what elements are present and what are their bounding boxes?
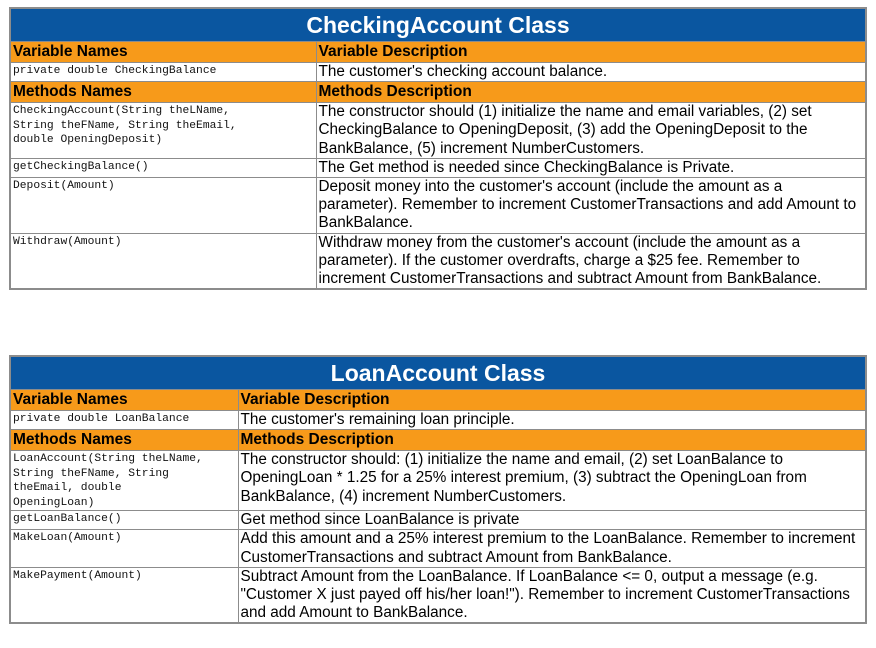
- method-description: Subtract Amount from the LoanBalance. If LoanBalance <= 0, output a message (e.g. "Customer X just payed off his/her loan!"). Remember to increment CustomerTransactions and add Amount to BankBalance.: [238, 567, 866, 623]
- variable-names-header: Variable Names: [10, 42, 316, 63]
- method-name: Deposit(Amount): [10, 178, 316, 234]
- method-description: Get method since LoanBalance is private: [238, 511, 866, 530]
- loan-account-table: [9, 355, 867, 624]
- table-row: [10, 451, 866, 511]
- checking-account-table: [9, 7, 867, 290]
- methods-description-header: Methods Description: [238, 430, 866, 451]
- table-row: [10, 103, 866, 159]
- variable-description-header: Variable Description: [316, 42, 866, 63]
- variable-name: private double CheckingBalance: [10, 63, 316, 82]
- table-row: [10, 63, 866, 82]
- table-row: [10, 567, 866, 623]
- methods-names-header: Methods Names: [10, 82, 316, 103]
- method-description: Withdraw money from the customer's account (include the amount as a parameter). If the customer overdrafts, charge a $25 fee. Remember to increment CustomerTransactions and subtract Amount from BankBalance.: [316, 233, 866, 289]
- methods-description-header: Methods Description: [316, 82, 866, 103]
- method-name: MakeLoan(Amount): [10, 530, 238, 567]
- table-row: [10, 158, 866, 177]
- table-title: CheckingAccount Class: [10, 8, 866, 42]
- method-description: Deposit money into the customer's account (include the amount as a parameter). Remember to increment CustomerTransactions and add Amount to BankBalance.: [316, 178, 866, 234]
- table-row: [10, 178, 866, 234]
- method-name: LoanAccount(String theLName, String theFName, String theEmail, double OpeningLoan): [10, 451, 238, 511]
- variable-description: The customer's remaining loan principle.: [238, 411, 866, 430]
- variable-description: The customer's checking account balance.: [316, 63, 866, 82]
- table-title: LoanAccount Class: [10, 356, 866, 390]
- table-row: [10, 530, 866, 567]
- table-row: [10, 233, 866, 289]
- method-name: getLoanBalance(): [10, 511, 238, 530]
- method-name: getCheckingBalance(): [10, 158, 316, 177]
- method-name: CheckingAccount(String theLName, String theFName, String theEmail, double OpeningDeposit): [10, 103, 316, 159]
- variable-names-header: Variable Names: [10, 390, 238, 411]
- variable-name: private double LoanBalance: [10, 411, 238, 430]
- table-row: [10, 511, 866, 530]
- table-row: [10, 411, 866, 430]
- method-description: The constructor should (1) initialize the name and email variables, (2) set CheckingBalance to OpeningDeposit, (3) add the OpeningDeposit to the BankBalance, (5) increment NumberCustomers.: [316, 103, 866, 159]
- variable-description-header: Variable Description: [238, 390, 866, 411]
- method-description: The Get method is needed since CheckingBalance is Private.: [316, 158, 866, 177]
- method-description: Add this amount and a 25% interest premium to the LoanBalance. Remember to increment CustomerTransactions and subtract Amount from BankBalance.: [238, 530, 866, 567]
- method-description: The constructor should: (1) initialize the name and email, (2) set LoanBalance to OpeningLoan * 1.25 for a 25% interest premium, (3) subtract the OpeningLoan from BankBalance, (4) increment NumberCustomers.: [238, 451, 866, 511]
- methods-names-header: Methods Names: [10, 430, 238, 451]
- method-name: MakePayment(Amount): [10, 567, 238, 623]
- method-name: Withdraw(Amount): [10, 233, 316, 289]
